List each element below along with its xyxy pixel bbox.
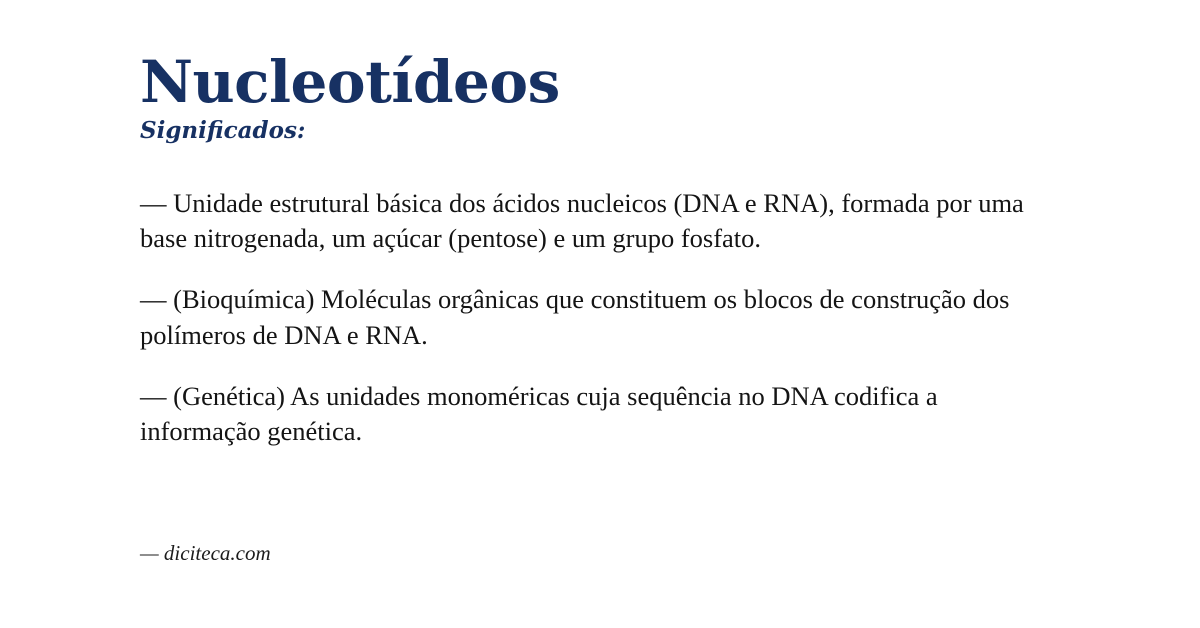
em-dash-marker: — — [140, 380, 174, 411]
definition-item — [140, 186, 1060, 256]
definition-item — [140, 282, 1060, 352]
definition-item — [140, 379, 1060, 449]
page-title: Nucleotídeos — [140, 48, 560, 116]
source-attribution: — diciteca.com — [140, 541, 271, 565]
section-label-meanings: Significados: — [140, 116, 306, 144]
definition-text: (Bioquímica) Moléculas orgânicas que constituem os blocos de construção dos polímeros de DNA e RNA. — [140, 284, 1010, 350]
em-dash-marker: — — [140, 284, 174, 315]
definition-text: Unidade estrutural básica dos ácidos nucleicos (DNA e RNA), formada por uma base nitrogenada, um açúcar (pentose) e um grupo fosfato. — [140, 187, 1024, 254]
em-dash-marker: — — [140, 187, 174, 218]
definition-list — [140, 186, 1060, 449]
definition-text: (Genética) As unidades monoméricas cuja sequência no DNA codifica a informação genética. — [140, 380, 938, 447]
